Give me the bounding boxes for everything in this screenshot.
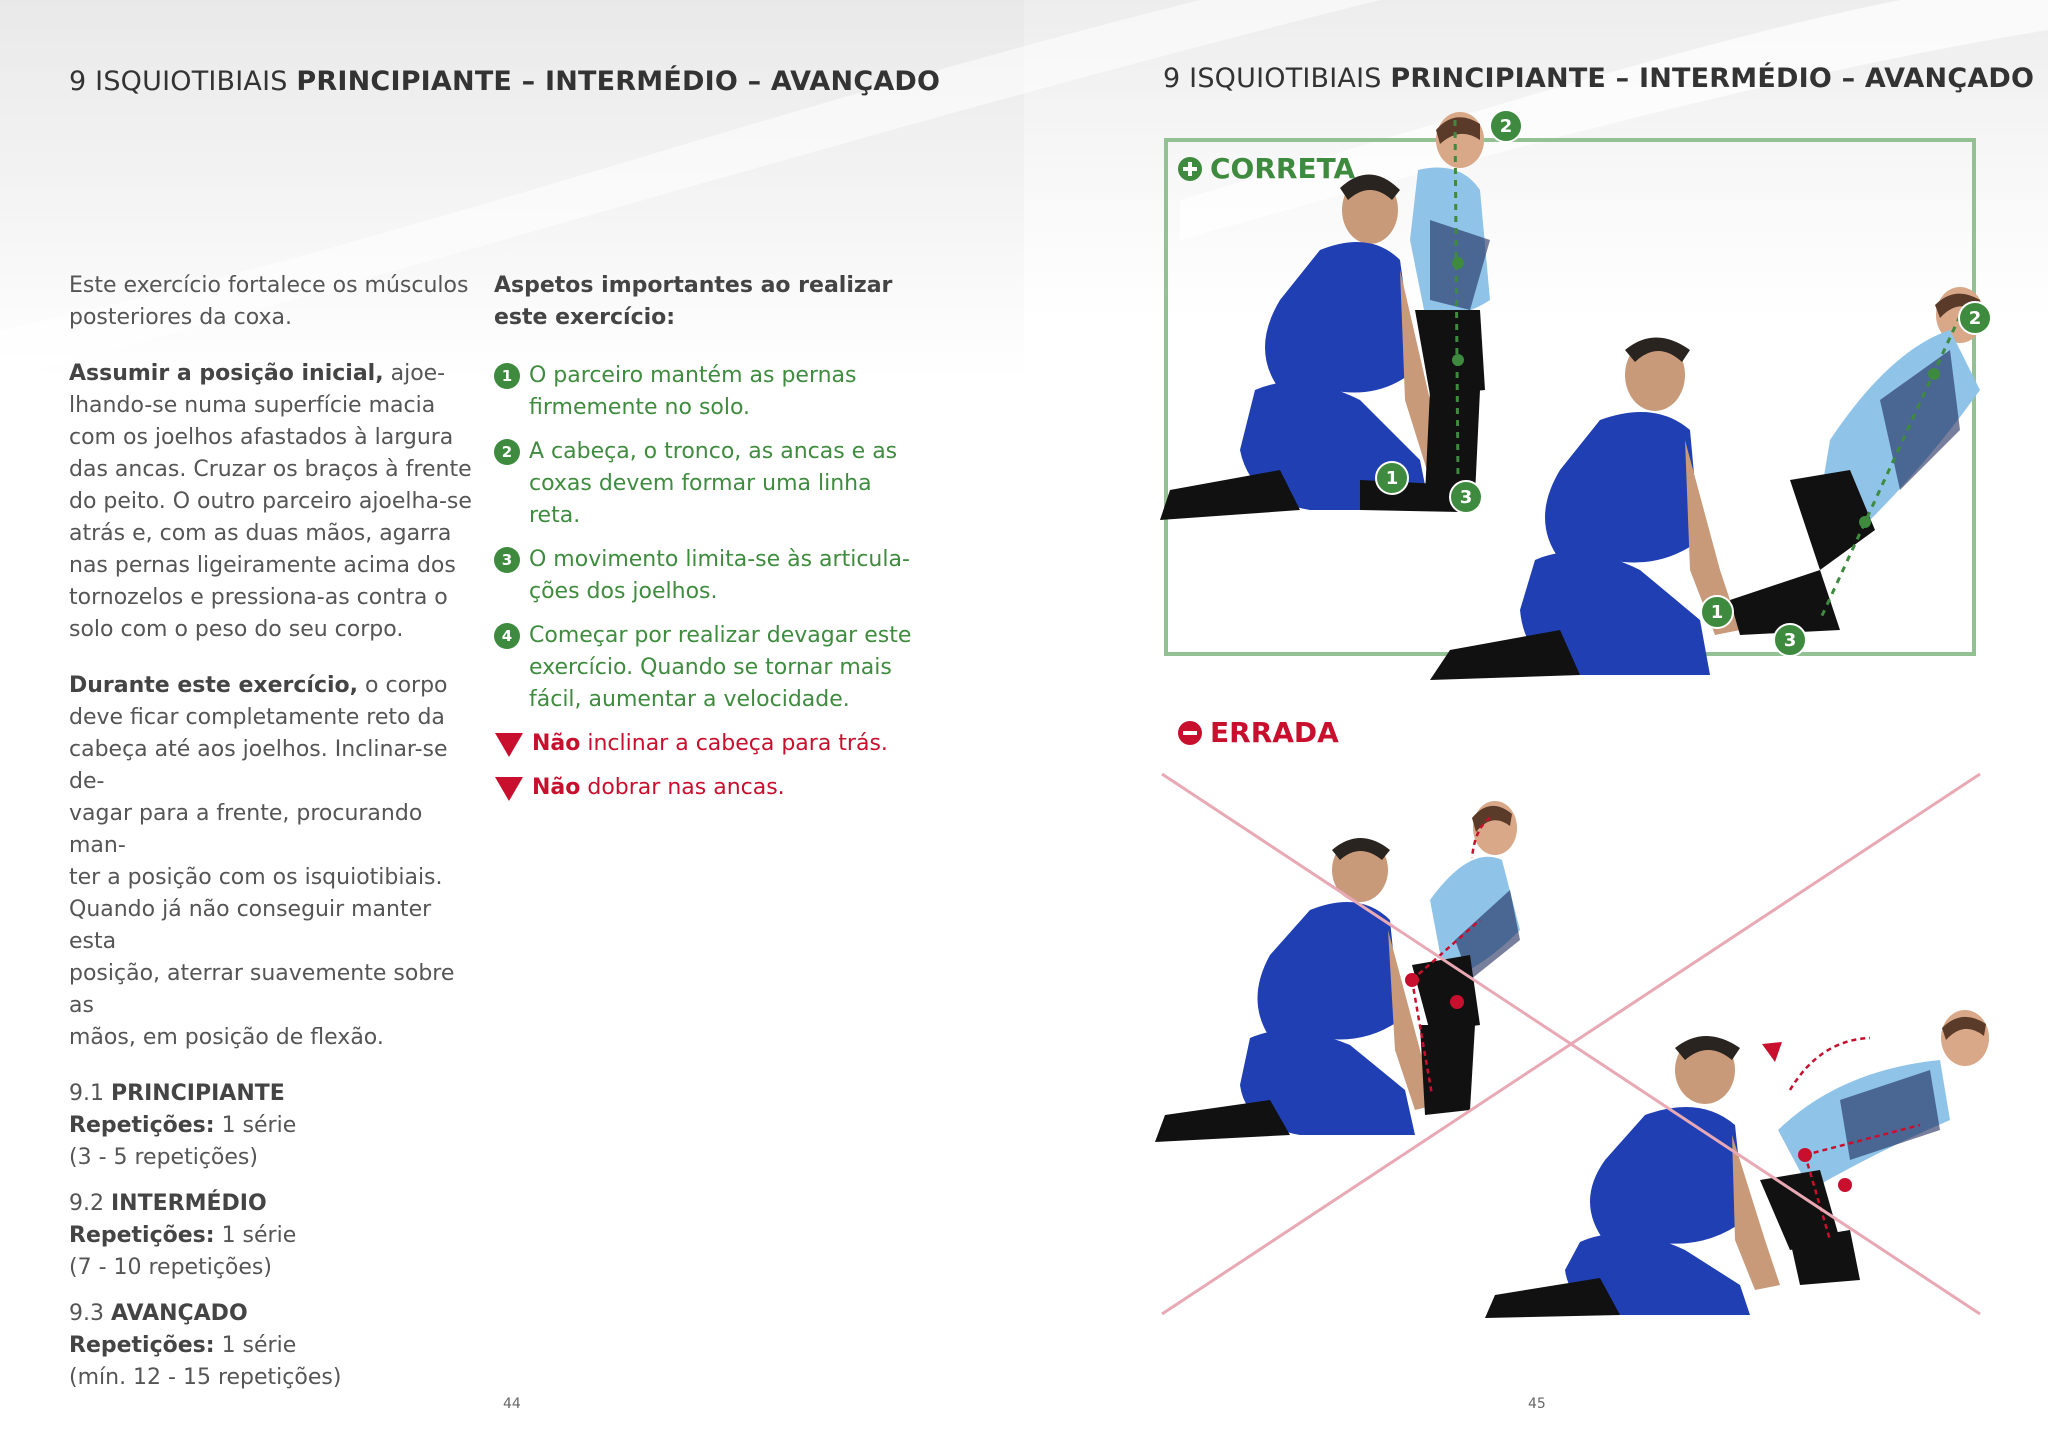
minus-circle-icon	[1178, 721, 1202, 745]
page-number-left: 44	[503, 1396, 521, 1412]
intro-text: Este exercício fortalece os músculos posteriores da coxa.	[69, 273, 469, 330]
warning-triangle-icon	[494, 732, 524, 758]
svg-text:1: 1	[1385, 468, 1399, 489]
svg-text:2: 2	[1499, 116, 1513, 137]
page-title-left: 9 ISQUIOTIBIAIS PRINCIPIANTE – INTERMÉDIO – AVANÇADO	[69, 66, 941, 97]
plus-circle-icon	[1178, 157, 1202, 181]
marker-2	[1490, 110, 1522, 142]
athlete-figure	[1730, 287, 1984, 635]
marker-1	[1376, 462, 1408, 494]
correct-label: CORRETA	[1178, 152, 1355, 185]
marker-2	[1959, 302, 1990, 334]
level-advanced: 9.3 AVANÇADO Repetições: 1 série (mín. 12 - 15 repetições)	[69, 1301, 342, 1390]
key-point: 2 A cabeça, o tronco, as ancas e as coxas devem formar uma linha reta.	[494, 436, 914, 532]
wrong-cross-mark	[1160, 772, 1982, 1316]
key-points-heading: Aspetos importantes ao realizar este exercício:	[494, 273, 893, 330]
correct-exercise-photo	[1130, 100, 1990, 680]
number-badge: 1	[494, 363, 520, 389]
warning-item: Não dobrar nas ancas.	[494, 772, 914, 804]
wrong-label: ERRADA	[1178, 716, 1339, 749]
svg-text:3: 3	[1783, 630, 1797, 651]
key-point: 4 Começar por realizar devagar este exercício. Quando se tornar mais fácil, aumentar a velocidade.	[494, 620, 914, 716]
level-intermediate: 9.2 INTERMÉDIO Repetições: 1 série (7 - 10 repetições)	[69, 1191, 297, 1280]
svg-text:1: 1	[1710, 602, 1724, 623]
marker-3	[1450, 481, 1482, 513]
number-badge: 2	[494, 439, 520, 465]
description-column	[69, 270, 474, 1408]
key-point: 3 O movimento limita-se às articula- ções dos joelhos.	[494, 544, 914, 608]
number-badge: 3	[494, 547, 520, 573]
svg-text:3: 3	[1459, 487, 1473, 508]
svg-text:2: 2	[1968, 308, 1982, 329]
marker-3	[1774, 624, 1806, 656]
marker-1	[1701, 596, 1733, 628]
number-badge: 4	[494, 623, 520, 649]
warning-triangle-icon	[494, 776, 524, 802]
start-position-text: Assumir a posição inicial, ajoe- lhando-se numa superfície macia com os joelhos afastados à largura das ancas. Cruzar os braços à frente do peito. O outro parceiro ajoelha-se atrás e, com as duas mãos, agarra nas pernas ligeiramente acima dos tornozelos e pressiona-as contra o solo com o peso do seu corpo.	[69, 361, 472, 642]
warning-item: Não inclinar a cabeça para trás.	[494, 728, 914, 760]
page-title-right: 9 ISQUIOTIBIAIS PRINCIPIANTE – INTERMÉDIO – AVANÇADO	[1163, 63, 2035, 94]
key-point: 1 O parceiro mantém as pernas firmemente no solo.	[494, 360, 914, 424]
key-points-column	[494, 270, 914, 816]
during-exercise-text: Durante este exercício, o corpo deve ficar completamente reto da cabeça até aos joelhos. Inclinar-se de- vagar para a frente, procurando man- ter a posição com os isquiotibiais. Quando já não conseguir manter esta posição, aterrar suavemente sobre as mãos, em posição de flexão.	[69, 673, 455, 1050]
level-beginner: 9.1 PRINCIPIANTE Repetições: 1 série (3 - 5 repetições)	[69, 1081, 297, 1170]
page-number-right: 45	[1528, 1396, 1546, 1412]
